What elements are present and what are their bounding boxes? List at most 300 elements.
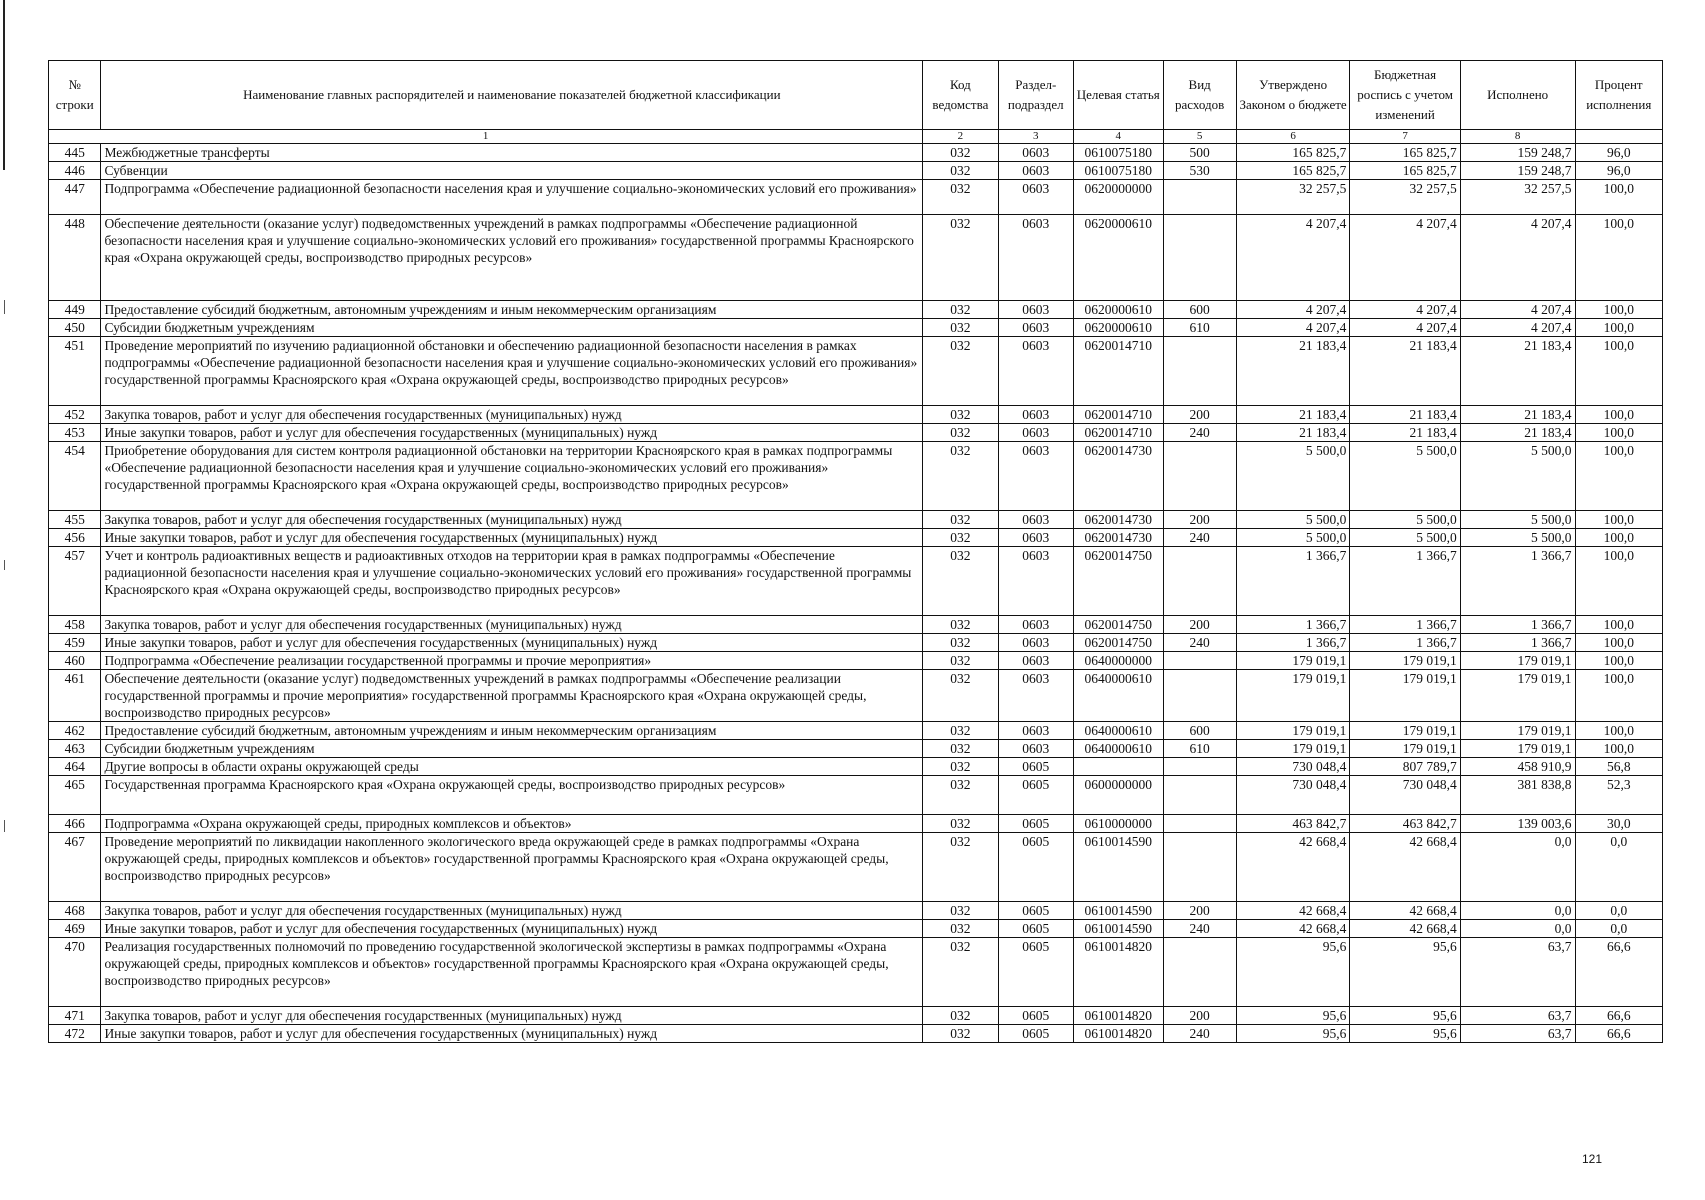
execution-percent: 100,0 — [1575, 740, 1663, 758]
executed-amount: 179 019,1 — [1460, 670, 1575, 722]
table-row — [49, 670, 1663, 722]
executed-amount: 179 019,1 — [1460, 652, 1575, 670]
approved-amount: 4 207,4 — [1236, 215, 1350, 301]
table-row — [49, 215, 1663, 301]
budget-list-amount: 95,6 — [1350, 1025, 1460, 1043]
expense-type: 200 — [1163, 1007, 1236, 1025]
expense-type — [1163, 670, 1236, 722]
executed-amount: 63,7 — [1460, 1025, 1575, 1043]
row-number: 447 — [49, 180, 101, 215]
row-name: Предоставление субсидий бюджетным, автономным учреждениям и иным некоммерческим организациям — [101, 301, 923, 319]
row-number: 453 — [49, 424, 101, 442]
executed-amount: 179 019,1 — [1460, 722, 1575, 740]
expense-type: 610 — [1163, 740, 1236, 758]
table-row — [49, 1007, 1663, 1025]
row-name: Обеспечение деятельности (оказание услуг) подведомственных учреждений в рамках подпрограммы «Обеспечение реализации государственной программы и прочие мероприятия» государственной программы Красноярского края «Охрана окружающей среды, воспроизводство природных ресурсов» — [101, 670, 923, 722]
dept-code: 032 — [923, 616, 998, 634]
target-code: 0610075180 — [1073, 144, 1163, 162]
section-code: 0605 — [998, 758, 1073, 776]
section-code: 0603 — [998, 547, 1073, 616]
header-row-no: № строки — [49, 61, 101, 130]
header-executed: Исполнено — [1460, 61, 1575, 130]
section-code: 0603 — [998, 144, 1073, 162]
dept-code: 032 — [923, 215, 998, 301]
dept-code: 032 — [923, 740, 998, 758]
dept-code: 032 — [923, 920, 998, 938]
section-code: 0605 — [998, 1007, 1073, 1025]
row-number: 468 — [49, 902, 101, 920]
dept-code: 032 — [923, 722, 998, 740]
column-number: 5 — [1163, 130, 1236, 144]
row-number: 464 — [49, 758, 101, 776]
execution-percent: 0,0 — [1575, 920, 1663, 938]
execution-percent: 96,0 — [1575, 162, 1663, 180]
expense-type: 240 — [1163, 920, 1236, 938]
dept-code: 032 — [923, 902, 998, 920]
executed-amount: 21 183,4 — [1460, 406, 1575, 424]
dept-code: 032 — [923, 319, 998, 337]
column-number: 2 — [923, 130, 998, 144]
table-row — [49, 815, 1663, 833]
expense-type — [1163, 547, 1236, 616]
execution-percent: 100,0 — [1575, 547, 1663, 616]
dept-code: 032 — [923, 442, 998, 511]
approved-amount: 1 366,7 — [1236, 547, 1350, 616]
row-name: Приобретение оборудования для систем контроля радиационной обстановки на территории Красноярского края в рамках подпрограммы «Обеспечение радиационной безопасности населения края и улучшение социально-экономических условий его проживания» государственной программы Красноярского края «Охрана окружающей среды, воспроизводство природных ресурсов» — [101, 442, 923, 511]
section-code: 0605 — [998, 920, 1073, 938]
approved-amount: 165 825,7 — [1236, 162, 1350, 180]
execution-percent: 100,0 — [1575, 511, 1663, 529]
table-row — [49, 920, 1663, 938]
execution-percent: 56,8 — [1575, 758, 1663, 776]
row-name: Проведение мероприятий по изучению радиационной обстановки и обеспечению радиационной безопасности населения в рамках подпрограммы «Обеспечение радиационной безопасности населения края и улучшение социально-экономических условий его проживания» государственной программы Красноярского края «Охрана окружающей среды, воспроизводство природных ресурсов» — [101, 337, 923, 406]
row-number: 470 — [49, 938, 101, 1007]
column-number: 7 — [1350, 130, 1460, 144]
dept-code: 032 — [923, 162, 998, 180]
execution-percent: 96,0 — [1575, 144, 1663, 162]
row-number: 458 — [49, 616, 101, 634]
table-row — [49, 144, 1663, 162]
approved-amount: 5 500,0 — [1236, 511, 1350, 529]
target-code: 0610014820 — [1073, 938, 1163, 1007]
budget-list-amount: 463 842,7 — [1350, 815, 1460, 833]
execution-percent: 100,0 — [1575, 634, 1663, 652]
dept-code: 032 — [923, 938, 998, 1007]
expense-type: 200 — [1163, 616, 1236, 634]
table-row — [49, 616, 1663, 634]
execution-percent: 30,0 — [1575, 815, 1663, 833]
row-number: 452 — [49, 406, 101, 424]
section-code: 0605 — [998, 902, 1073, 920]
column-number: 3 — [998, 130, 1073, 144]
budget-list-amount: 5 500,0 — [1350, 442, 1460, 511]
row-number: 462 — [49, 722, 101, 740]
dept-code: 032 — [923, 301, 998, 319]
budget-list-amount: 179 019,1 — [1350, 722, 1460, 740]
expense-type: 500 — [1163, 144, 1236, 162]
table-row — [49, 529, 1663, 547]
executed-amount: 4 207,4 — [1460, 301, 1575, 319]
approved-amount: 95,6 — [1236, 938, 1350, 1007]
header-approved: Утверждено Законом о бюджете — [1236, 61, 1350, 130]
table-row — [49, 1025, 1663, 1043]
target-code: 0620014750 — [1073, 634, 1163, 652]
row-name: Учет и контроль радиоактивных веществ и радиоактивных отходов на территории края в рамках подпрограммы «Обеспечение радиационной безопасности населения края и улучшение социально-экономических условий его проживания» государственной программы Красноярского края «Охрана окружающей среды, воспроизводство природных ресурсов» — [101, 547, 923, 616]
executed-amount: 63,7 — [1460, 938, 1575, 1007]
row-number: 449 — [49, 301, 101, 319]
expense-type: 600 — [1163, 301, 1236, 319]
target-code: 0610014820 — [1073, 1007, 1163, 1025]
section-code: 0603 — [998, 337, 1073, 406]
section-code: 0603 — [998, 740, 1073, 758]
row-name: Закупка товаров, работ и услуг для обеспечения государственных (муниципальных) нужд — [101, 511, 923, 529]
table-row — [49, 442, 1663, 511]
execution-percent: 100,0 — [1575, 319, 1663, 337]
approved-amount: 21 183,4 — [1236, 337, 1350, 406]
target-code: 0620014750 — [1073, 547, 1163, 616]
row-name: Субсидии бюджетным учреждениям — [101, 740, 923, 758]
execution-percent: 0,0 — [1575, 833, 1663, 902]
approved-amount: 179 019,1 — [1236, 670, 1350, 722]
scan-mark — [4, 300, 5, 314]
expense-type — [1163, 776, 1236, 815]
row-name: Реализация государственных полномочий по проведению государственной экологической экспертизы в рамках подпрограммы «Охрана окружающей среды, природных комплексов и объектов» государственной программы Красноярского края «Охрана окружающей среды, воспроизводство природных ресурсов» — [101, 938, 923, 1007]
approved-amount: 42 668,4 — [1236, 902, 1350, 920]
dept-code: 032 — [923, 1007, 998, 1025]
execution-percent: 100,0 — [1575, 337, 1663, 406]
dept-code: 032 — [923, 815, 998, 833]
expense-type — [1163, 215, 1236, 301]
table-row — [49, 547, 1663, 616]
section-code: 0603 — [998, 529, 1073, 547]
executed-amount: 139 003,6 — [1460, 815, 1575, 833]
executed-amount: 0,0 — [1460, 833, 1575, 902]
section-code: 0605 — [998, 1025, 1073, 1043]
dept-code: 032 — [923, 547, 998, 616]
dept-code: 032 — [923, 144, 998, 162]
dept-code: 032 — [923, 758, 998, 776]
row-name: Закупка товаров, работ и услуг для обеспечения государственных (муниципальных) нужд — [101, 406, 923, 424]
expense-type: 200 — [1163, 902, 1236, 920]
target-code: 0620000610 — [1073, 319, 1163, 337]
expense-type: 200 — [1163, 406, 1236, 424]
row-number: 455 — [49, 511, 101, 529]
dept-code: 032 — [923, 406, 998, 424]
left-margin-line — [3, 0, 5, 170]
section-code: 0603 — [998, 722, 1073, 740]
dept-code: 032 — [923, 424, 998, 442]
expense-type — [1163, 180, 1236, 215]
row-name: Подпрограмма «Обеспечение радиационной безопасности населения края и улучшение социально-экономических условий его проживания» — [101, 180, 923, 215]
header-dept-code: Код ведомства — [923, 61, 998, 130]
budget-list-amount: 807 789,7 — [1350, 758, 1460, 776]
table-row — [49, 833, 1663, 902]
approved-amount: 463 842,7 — [1236, 815, 1350, 833]
row-number: 451 — [49, 337, 101, 406]
column-number-row — [49, 130, 1663, 144]
budget-list-amount: 4 207,4 — [1350, 301, 1460, 319]
executed-amount: 5 500,0 — [1460, 511, 1575, 529]
target-code: 0620014730 — [1073, 442, 1163, 511]
budget-list-amount: 1 366,7 — [1350, 616, 1460, 634]
dept-code: 032 — [923, 670, 998, 722]
target-code: 0620014730 — [1073, 529, 1163, 547]
expense-type: 200 — [1163, 511, 1236, 529]
approved-amount: 95,6 — [1236, 1007, 1350, 1025]
target-code: 0610014590 — [1073, 833, 1163, 902]
row-number: 459 — [49, 634, 101, 652]
budget-list-amount: 42 668,4 — [1350, 920, 1460, 938]
approved-amount: 21 183,4 — [1236, 406, 1350, 424]
executed-amount: 1 366,7 — [1460, 634, 1575, 652]
budget-list-amount: 179 019,1 — [1350, 740, 1460, 758]
expense-type: 240 — [1163, 634, 1236, 652]
row-name: Иные закупки товаров, работ и услуг для обеспечения государственных (муниципальных) нужд — [101, 529, 923, 547]
target-code: 0620000000 — [1073, 180, 1163, 215]
dept-code: 032 — [923, 1025, 998, 1043]
dept-code: 032 — [923, 833, 998, 902]
target-code: 0610075180 — [1073, 162, 1163, 180]
row-number: 460 — [49, 652, 101, 670]
section-code: 0603 — [998, 670, 1073, 722]
executed-amount: 179 019,1 — [1460, 740, 1575, 758]
budget-list-amount: 165 825,7 — [1350, 144, 1460, 162]
execution-percent: 0,0 — [1575, 902, 1663, 920]
target-code: 0640000000 — [1073, 652, 1163, 670]
expense-type — [1163, 442, 1236, 511]
section-code: 0603 — [998, 180, 1073, 215]
row-number: 471 — [49, 1007, 101, 1025]
table-row — [49, 634, 1663, 652]
row-name: Закупка товаров, работ и услуг для обеспечения государственных (муниципальных) нужд — [101, 902, 923, 920]
budget-list-amount: 5 500,0 — [1350, 511, 1460, 529]
section-code: 0605 — [998, 833, 1073, 902]
budget-list-amount: 95,6 — [1350, 1007, 1460, 1025]
table-row — [49, 740, 1663, 758]
row-name: Иные закупки товаров, работ и услуг для обеспечения государственных (муниципальных) нужд — [101, 1025, 923, 1043]
execution-percent: 100,0 — [1575, 406, 1663, 424]
approved-amount: 179 019,1 — [1236, 740, 1350, 758]
budget-list-amount: 179 019,1 — [1350, 670, 1460, 722]
row-name: Предоставление субсидий бюджетным, автономным учреждениям и иным некоммерческим организациям — [101, 722, 923, 740]
column-number: 6 — [1236, 130, 1350, 144]
approved-amount: 42 668,4 — [1236, 833, 1350, 902]
approved-amount: 4 207,4 — [1236, 319, 1350, 337]
approved-amount: 1 366,7 — [1236, 634, 1350, 652]
row-name: Межбюджетные трансферты — [101, 144, 923, 162]
header-percent: Процент исполнения — [1575, 61, 1663, 130]
executed-amount: 63,7 — [1460, 1007, 1575, 1025]
row-number: 445 — [49, 144, 101, 162]
table-row — [49, 301, 1663, 319]
row-name: Государственная программа Красноярского края «Охрана окружающей среды, воспроизводство природных ресурсов» — [101, 776, 923, 815]
section-code: 0603 — [998, 162, 1073, 180]
expense-type — [1163, 833, 1236, 902]
scan-mark — [4, 820, 5, 832]
header-target: Целевая статья — [1073, 61, 1163, 130]
row-name: Иные закупки товаров, работ и услуг для обеспечения государственных (муниципальных) нужд — [101, 920, 923, 938]
approved-amount: 21 183,4 — [1236, 424, 1350, 442]
section-code: 0605 — [998, 938, 1073, 1007]
budget-execution-table — [48, 60, 1663, 1043]
section-code: 0603 — [998, 442, 1073, 511]
execution-percent: 66,6 — [1575, 1007, 1663, 1025]
approved-amount: 5 500,0 — [1236, 529, 1350, 547]
section-code: 0603 — [998, 424, 1073, 442]
executed-amount: 1 366,7 — [1460, 547, 1575, 616]
executed-amount: 5 500,0 — [1460, 442, 1575, 511]
expense-type — [1163, 337, 1236, 406]
executed-amount: 1 366,7 — [1460, 616, 1575, 634]
table-row — [49, 722, 1663, 740]
expense-type — [1163, 758, 1236, 776]
row-name: Иные закупки товаров, работ и услуг для обеспечения государственных (муниципальных) нужд — [101, 634, 923, 652]
row-name: Обеспечение деятельности (оказание услуг) подведомственных учреждений в рамках подпрограммы «Обеспечение радиационной безопасности населения края и улучшение социально-экономических условий его проживания» государственной программы Красноярского края «Охрана окружающей среды, воспроизводство природных ресурсов» — [101, 215, 923, 301]
execution-percent: 100,0 — [1575, 180, 1663, 215]
row-name: Подпрограмма «Обеспечение реализации государственной программы и прочие мероприятия» — [101, 652, 923, 670]
budget-list-amount: 21 183,4 — [1350, 424, 1460, 442]
budget-list-amount: 179 019,1 — [1350, 652, 1460, 670]
target-code: 0620014730 — [1073, 511, 1163, 529]
section-code: 0603 — [998, 301, 1073, 319]
execution-percent: 100,0 — [1575, 442, 1663, 511]
header-expense-type: Вид расходов — [1163, 61, 1236, 130]
executed-amount: 4 207,4 — [1460, 215, 1575, 301]
dept-code: 032 — [923, 511, 998, 529]
row-number: 450 — [49, 319, 101, 337]
execution-percent: 100,0 — [1575, 215, 1663, 301]
section-code: 0603 — [998, 511, 1073, 529]
target-code: 0640000610 — [1073, 722, 1163, 740]
scan-mark — [4, 560, 5, 570]
row-number: 461 — [49, 670, 101, 722]
budget-list-amount: 42 668,4 — [1350, 833, 1460, 902]
executed-amount: 159 248,7 — [1460, 162, 1575, 180]
row-name: Иные закупки товаров, работ и услуг для обеспечения государственных (муниципальных) нужд — [101, 424, 923, 442]
approved-amount: 730 048,4 — [1236, 758, 1350, 776]
budget-list-amount: 32 257,5 — [1350, 180, 1460, 215]
expense-type — [1163, 815, 1236, 833]
expense-type: 240 — [1163, 1025, 1236, 1043]
page-number: 121 — [1582, 1152, 1603, 1166]
dept-code: 032 — [923, 634, 998, 652]
execution-percent: 100,0 — [1575, 722, 1663, 740]
table-row — [49, 180, 1663, 215]
dept-code: 032 — [923, 180, 998, 215]
budget-list-amount: 95,6 — [1350, 938, 1460, 1007]
budget-list-amount: 5 500,0 — [1350, 529, 1460, 547]
header-budget-list: Бюджетная роспись с учетом изменений — [1350, 61, 1460, 130]
budget-list-amount: 4 207,4 — [1350, 215, 1460, 301]
row-number: 472 — [49, 1025, 101, 1043]
execution-percent: 100,0 — [1575, 652, 1663, 670]
target-code: 0620014750 — [1073, 616, 1163, 634]
executed-amount: 4 207,4 — [1460, 319, 1575, 337]
row-name: Субсидии бюджетным учреждениям — [101, 319, 923, 337]
table-row — [49, 406, 1663, 424]
approved-amount: 179 019,1 — [1236, 722, 1350, 740]
budget-list-amount: 42 668,4 — [1350, 902, 1460, 920]
column-number: 1 — [49, 130, 923, 144]
budget-list-amount: 165 825,7 — [1350, 162, 1460, 180]
expense-type: 610 — [1163, 319, 1236, 337]
row-name: Закупка товаров, работ и услуг для обеспечения государственных (муниципальных) нужд — [101, 616, 923, 634]
dept-code: 032 — [923, 529, 998, 547]
approved-amount: 42 668,4 — [1236, 920, 1350, 938]
header-name: Наименование главных распорядителей и наименование показателей бюджетной классификации — [101, 61, 923, 130]
executed-amount: 32 257,5 — [1460, 180, 1575, 215]
execution-percent: 66,6 — [1575, 1025, 1663, 1043]
table-row — [49, 938, 1663, 1007]
executed-amount: 21 183,4 — [1460, 424, 1575, 442]
row-number: 467 — [49, 833, 101, 902]
row-number: 469 — [49, 920, 101, 938]
executed-amount: 0,0 — [1460, 920, 1575, 938]
expense-type: 240 — [1163, 424, 1236, 442]
execution-percent: 66,6 — [1575, 938, 1663, 1007]
dept-code: 032 — [923, 776, 998, 815]
row-number: 463 — [49, 740, 101, 758]
target-code: 0610014590 — [1073, 902, 1163, 920]
target-code: 0620014710 — [1073, 424, 1163, 442]
section-code: 0603 — [998, 215, 1073, 301]
target-code: 0620014710 — [1073, 406, 1163, 424]
table-row — [49, 337, 1663, 406]
budget-list-amount: 21 183,4 — [1350, 337, 1460, 406]
table-row — [49, 652, 1663, 670]
dept-code: 032 — [923, 652, 998, 670]
column-number — [1575, 130, 1663, 144]
budget-list-amount: 4 207,4 — [1350, 319, 1460, 337]
approved-amount: 1 366,7 — [1236, 616, 1350, 634]
target-code: 0610014820 — [1073, 1025, 1163, 1043]
table-row — [49, 776, 1663, 815]
row-name: Подпрограмма «Охрана окружающей среды, природных комплексов и объектов» — [101, 815, 923, 833]
target-code: 0600000000 — [1073, 776, 1163, 815]
row-number: 466 — [49, 815, 101, 833]
row-number: 448 — [49, 215, 101, 301]
execution-percent: 100,0 — [1575, 616, 1663, 634]
target-code — [1073, 758, 1163, 776]
table-row — [49, 162, 1663, 180]
row-number: 454 — [49, 442, 101, 511]
budget-list-amount: 730 048,4 — [1350, 776, 1460, 815]
table-row — [49, 424, 1663, 442]
budget-list-amount: 1 366,7 — [1350, 547, 1460, 616]
target-code: 0620000610 — [1073, 301, 1163, 319]
row-number: 465 — [49, 776, 101, 815]
section-code: 0605 — [998, 815, 1073, 833]
section-code: 0605 — [998, 776, 1073, 815]
column-number: 8 — [1460, 130, 1575, 144]
approved-amount: 4 207,4 — [1236, 301, 1350, 319]
header-row — [49, 61, 1663, 130]
execution-percent: 100,0 — [1575, 670, 1663, 722]
execution-percent: 100,0 — [1575, 529, 1663, 547]
expense-type: 530 — [1163, 162, 1236, 180]
approved-amount: 179 019,1 — [1236, 652, 1350, 670]
row-number: 457 — [49, 547, 101, 616]
target-code: 0640000610 — [1073, 670, 1163, 722]
expense-type — [1163, 652, 1236, 670]
budget-list-amount: 1 366,7 — [1350, 634, 1460, 652]
target-code: 0610014590 — [1073, 920, 1163, 938]
expense-type: 600 — [1163, 722, 1236, 740]
approved-amount: 32 257,5 — [1236, 180, 1350, 215]
row-name: Закупка товаров, работ и услуг для обеспечения государственных (муниципальных) нужд — [101, 1007, 923, 1025]
execution-percent: 52,3 — [1575, 776, 1663, 815]
table-row — [49, 902, 1663, 920]
